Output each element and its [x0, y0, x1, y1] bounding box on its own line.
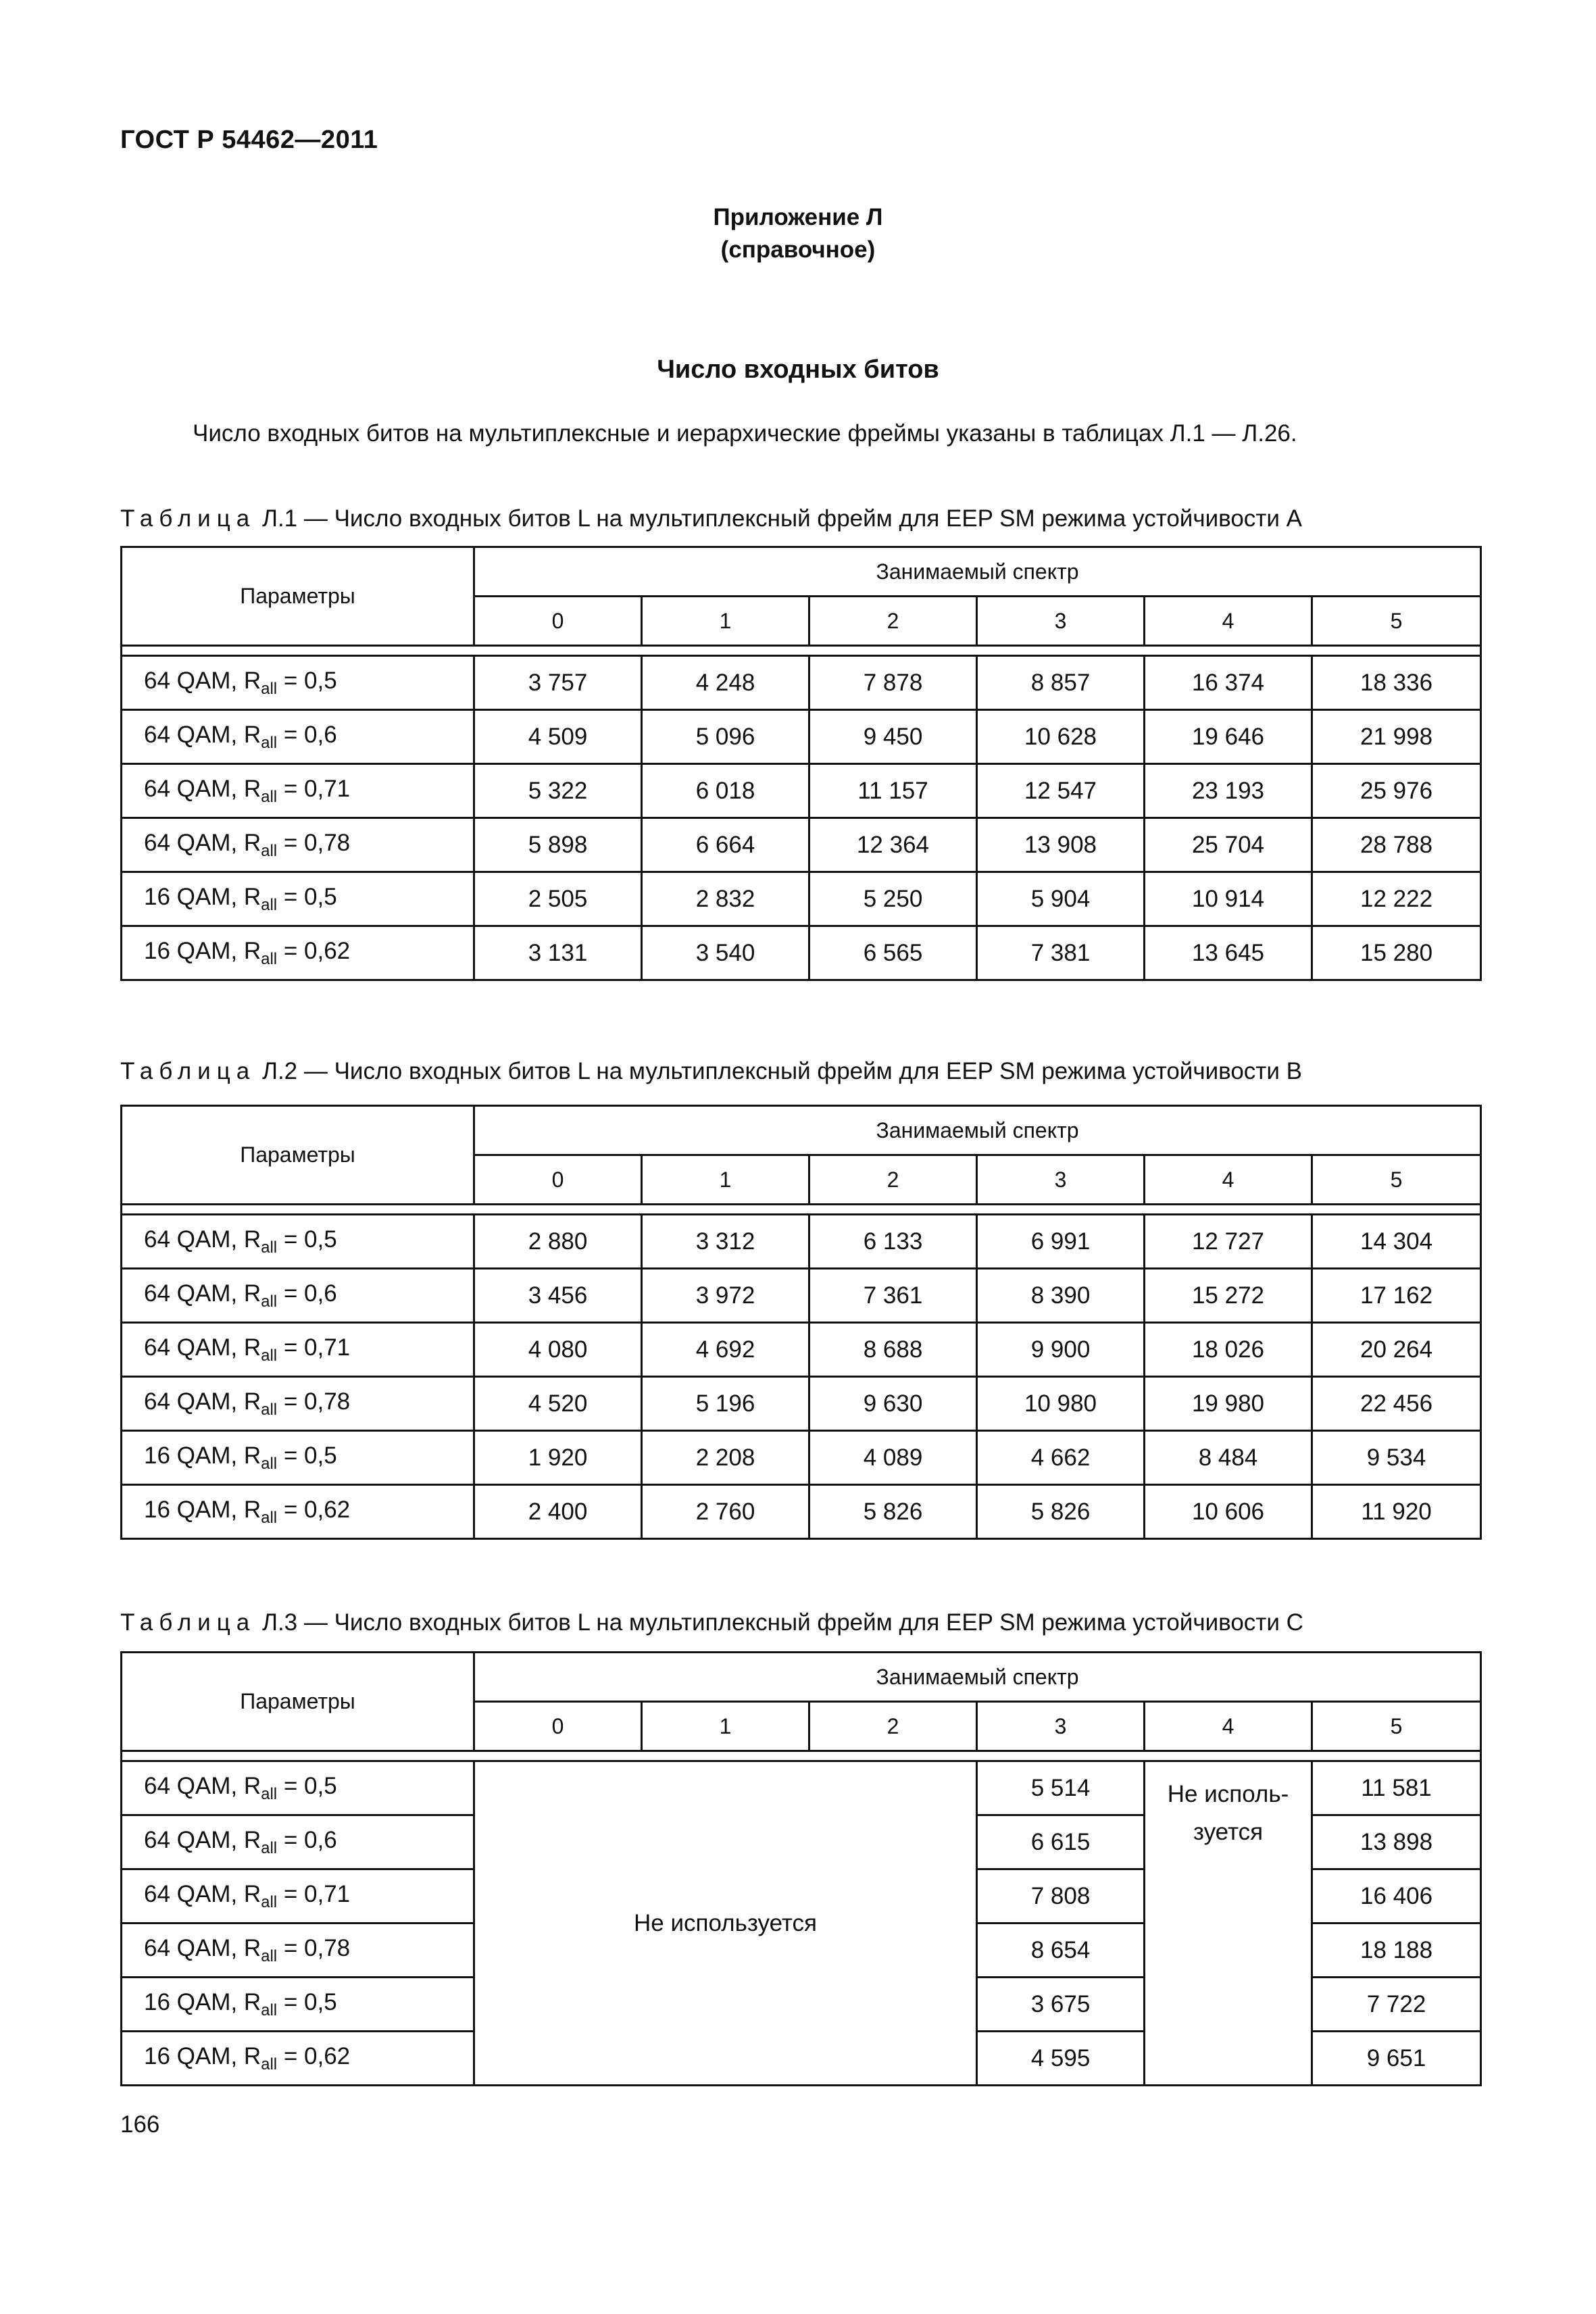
value-cell: 18 336 — [1312, 656, 1481, 710]
value-cell: 2 505 — [474, 872, 642, 926]
value-cell: 19 980 — [1145, 1377, 1312, 1431]
table-row — [122, 1485, 1481, 1539]
table-row — [122, 926, 1481, 980]
value-cell: 4 692 — [642, 1323, 809, 1377]
value-cell: 2 880 — [474, 1215, 642, 1269]
value-cell: 17 162 — [1312, 1269, 1481, 1323]
value-cell: 12 727 — [1145, 1215, 1312, 1269]
value-cell: 25 704 — [1145, 818, 1312, 872]
value-cell: 10 606 — [1145, 1485, 1312, 1539]
value-cell: 6 018 — [642, 764, 809, 818]
spectrum-col-4: 4 — [1145, 1155, 1312, 1205]
appendix-kind: (справочное) — [720, 236, 876, 263]
value-cell: 3 312 — [642, 1215, 809, 1269]
param-cell: 64 QAM, $R_{all} = 0,78$ — [122, 1923, 474, 1978]
table-caption-prefix: Таблица — [120, 1609, 256, 1636]
value-cell: 10 914 — [1145, 872, 1312, 926]
spectrum-col-1: 1 — [642, 1702, 809, 1751]
value-cell: 4 509 — [474, 710, 642, 764]
value-cell: 16 406 — [1312, 1869, 1481, 1923]
value-cell: 2 832 — [642, 872, 809, 926]
value-cell: 12 364 — [809, 818, 977, 872]
data-table-3 — [120, 1651, 1482, 2086]
value-cell: 6 133 — [809, 1215, 977, 1269]
value-cell: 7 381 — [977, 926, 1145, 980]
param-cell: 16 QAM, $R_{all} = 0,5$ — [122, 872, 474, 926]
spectrum-col-3: 3 — [977, 1155, 1145, 1205]
param-cell: 16 QAM, $R_{all} = 0,62$ — [122, 1485, 474, 1539]
spectrum-col-2: 2 — [809, 597, 977, 646]
intro-paragraph: Число входных битов на мультиплексные и иерархические фреймы указаны в таблицах Л.1 — Л.26. — [193, 420, 1297, 447]
param-cell: 64 QAM, $R_{all} = 0,71$ — [122, 1869, 474, 1923]
value-cell: 3 540 — [642, 926, 809, 980]
data-table-2 — [120, 1105, 1482, 1540]
spectrum-col-0: 0 — [474, 1155, 642, 1205]
value-cell: 6 615 — [977, 1815, 1145, 1869]
table-row — [122, 764, 1481, 818]
value-cell: 19 646 — [1145, 710, 1312, 764]
spectrum-col-4: 4 — [1145, 597, 1312, 646]
table-body-3 — [122, 1653, 1481, 2086]
value-cell: 2 208 — [642, 1431, 809, 1485]
value-cell: 7 808 — [977, 1869, 1145, 1923]
table-row — [122, 1323, 1481, 1377]
value-cell: 3 972 — [642, 1269, 809, 1323]
param-cell: 64 QAM, $R_{all} = 0,6$ — [122, 1815, 474, 1869]
value-cell: 9 630 — [809, 1377, 977, 1431]
params-header: Параметры — [122, 1653, 474, 1751]
value-cell: 5 322 — [474, 764, 642, 818]
param-cell: 64 QAM, $R_{all} = 0,6$ — [122, 710, 474, 764]
value-cell: 21 998 — [1312, 710, 1481, 764]
value-cell: 5 898 — [474, 818, 642, 872]
value-cell: 14 304 — [1312, 1215, 1481, 1269]
value-cell: 16 374 — [1145, 656, 1312, 710]
table-row — [122, 872, 1481, 926]
spectrum-col-5: 5 — [1312, 1155, 1481, 1205]
table-row — [122, 1431, 1481, 1485]
value-cell: 4 520 — [474, 1377, 642, 1431]
data-table-1 — [120, 546, 1482, 981]
table-caption-3 — [120, 1609, 1303, 1636]
param-cell: 64 QAM, $R_{all} = 0,71$ — [122, 764, 474, 818]
table-row — [122, 1377, 1481, 1431]
param-cell: 64 QAM, $R_{all} = 0,78$ — [122, 1377, 474, 1431]
value-cell: 7 722 — [1312, 1978, 1481, 2032]
table-caption-text: Л.1 — Число входных битов L на мультиплексный фрейм для EEP SM режима устойчивости A — [261, 505, 1302, 532]
value-cell: 12 547 — [977, 764, 1145, 818]
spectrum-col-3: 3 — [977, 597, 1145, 646]
table-row — [122, 1269, 1481, 1323]
table-caption-text: Л.2 — Число входных битов L на мультиплексный фрейм для EEP SM режима устойчивости B — [261, 1058, 1302, 1084]
value-cell: 13 908 — [977, 818, 1145, 872]
value-cell: 11 920 — [1312, 1485, 1481, 1539]
page-number: 166 — [120, 2111, 160, 2138]
params-header: Параметры — [122, 1106, 474, 1205]
spectrum-col-1: 1 — [642, 597, 809, 646]
spectrum-col-5: 5 — [1312, 597, 1481, 646]
value-cell: 5 826 — [977, 1485, 1145, 1539]
value-cell: 18 188 — [1312, 1923, 1481, 1978]
value-cell: 2 400 — [474, 1485, 642, 1539]
value-cell: 25 976 — [1312, 764, 1481, 818]
value-cell: 4 248 — [642, 656, 809, 710]
value-cell: 11 581 — [1312, 1761, 1481, 1815]
value-cell: 12 222 — [1312, 872, 1481, 926]
value-cell: 5 514 — [977, 1761, 1145, 1815]
spectrum-col-0: 0 — [474, 597, 642, 646]
not-used-cell-wide: Не используется — [474, 1761, 977, 2086]
param-cell: 64 QAM, $R_{all} = 0,5$ — [122, 1761, 474, 1815]
param-cell: 64 QAM, $R_{all} = 0,78$ — [122, 818, 474, 872]
value-cell: 13 898 — [1312, 1815, 1481, 1869]
value-cell: 1 920 — [474, 1431, 642, 1485]
spectrum-col-0: 0 — [474, 1702, 642, 1751]
table-caption-2 — [120, 1058, 1302, 1085]
table-body — [122, 1106, 1481, 1539]
section-heading: Число входных битов — [657, 355, 939, 384]
value-cell: 5 196 — [642, 1377, 809, 1431]
value-cell: 10 628 — [977, 710, 1145, 764]
table-row — [122, 818, 1481, 872]
value-cell: 9 900 — [977, 1323, 1145, 1377]
table-caption-1 — [120, 505, 1302, 532]
value-cell: 5 904 — [977, 872, 1145, 926]
value-cell: 28 788 — [1312, 818, 1481, 872]
value-cell: 9 651 — [1312, 2032, 1481, 2086]
value-cell: 5 096 — [642, 710, 809, 764]
not-used-cell-narrow — [1145, 1761, 1312, 2086]
value-cell: 4 662 — [977, 1431, 1145, 1485]
value-cell: 4 595 — [977, 2032, 1145, 2086]
value-cell: 8 484 — [1145, 1431, 1312, 1485]
value-cell: 8 654 — [977, 1923, 1145, 1978]
value-cell: 8 390 — [977, 1269, 1145, 1323]
table-caption-text: Л.3 — Число входных битов L на мультиплексный фрейм для EEP SM режима устойчивости C — [261, 1609, 1303, 1636]
table-row — [122, 1215, 1481, 1269]
param-cell: 16 QAM, $R_{all} = 0,5$ — [122, 1431, 474, 1485]
table-body — [122, 547, 1481, 980]
value-cell: 15 280 — [1312, 926, 1481, 980]
spectrum-col-5: 5 — [1312, 1702, 1481, 1751]
value-cell: 4 080 — [474, 1323, 642, 1377]
not-used-line-1: Не исполь- — [1167, 1781, 1289, 1807]
value-cell: 7 361 — [809, 1269, 977, 1323]
spectrum-col-1: 1 — [642, 1155, 809, 1205]
params-header: Параметры — [122, 547, 474, 646]
value-cell: 3 131 — [474, 926, 642, 980]
value-cell: 23 193 — [1145, 764, 1312, 818]
value-cell: 5 250 — [809, 872, 977, 926]
param-cell: 16 QAM, $R_{all} = 0,62$ — [122, 926, 474, 980]
param-cell: 64 QAM, $R_{all} = 0,6$ — [122, 1269, 474, 1323]
param-cell: 16 QAM, $R_{all} = 0,62$ — [122, 2032, 474, 2086]
value-cell: 20 264 — [1312, 1323, 1481, 1377]
value-cell: 4 089 — [809, 1431, 977, 1485]
table-row — [122, 710, 1481, 764]
spectrum-col-4: 4 — [1145, 1702, 1312, 1751]
value-cell: 3 675 — [977, 1978, 1145, 2032]
spectrum-header: Занимаемый спектр — [474, 1106, 1481, 1155]
value-cell: 13 645 — [1145, 926, 1312, 980]
spectrum-col-2: 2 — [809, 1155, 977, 1205]
value-cell: 10 980 — [977, 1377, 1145, 1431]
value-cell: 8 688 — [809, 1323, 977, 1377]
param-cell: 16 QAM, $R_{all} = 0,5$ — [122, 1978, 474, 2032]
value-cell: 5 826 — [809, 1485, 977, 1539]
value-cell: 8 857 — [977, 656, 1145, 710]
appendix-title: Приложение Л — [713, 204, 883, 230]
value-cell: 2 760 — [642, 1485, 809, 1539]
table-caption-prefix: Таблица — [120, 1058, 256, 1084]
value-cell: 11 157 — [809, 764, 977, 818]
spectrum-header: Занимаемый спектр — [474, 547, 1481, 597]
not-used-line-2: зуется — [1193, 1819, 1264, 1845]
value-cell: 15 272 — [1145, 1269, 1312, 1323]
value-cell: 9 534 — [1312, 1431, 1481, 1485]
value-cell: 3 456 — [474, 1269, 642, 1323]
value-cell: 6 991 — [977, 1215, 1145, 1269]
spectrum-col-3: 3 — [977, 1702, 1145, 1751]
param-cell: 64 QAM, $R_{all} = 0,71$ — [122, 1323, 474, 1377]
param-cell: 64 QAM, $R_{all} = 0,5$ — [122, 656, 474, 710]
document-id: ГОСТ Р 54462—2011 — [120, 126, 378, 154]
spectrum-header: Занимаемый спектр — [474, 1653, 1481, 1702]
value-cell: 7 878 — [809, 656, 977, 710]
value-cell: 6 565 — [809, 926, 977, 980]
value-cell: 9 450 — [809, 710, 977, 764]
table-caption-prefix: Таблица — [120, 505, 256, 532]
value-cell: 6 664 — [642, 818, 809, 872]
table-row — [122, 656, 1481, 710]
spectrum-col-2: 2 — [809, 1702, 977, 1751]
value-cell: 22 456 — [1312, 1377, 1481, 1431]
value-cell: 3 757 — [474, 656, 642, 710]
value-cell: 18 026 — [1145, 1323, 1312, 1377]
param-cell: 64 QAM, $R_{all} = 0,5$ — [122, 1215, 474, 1269]
